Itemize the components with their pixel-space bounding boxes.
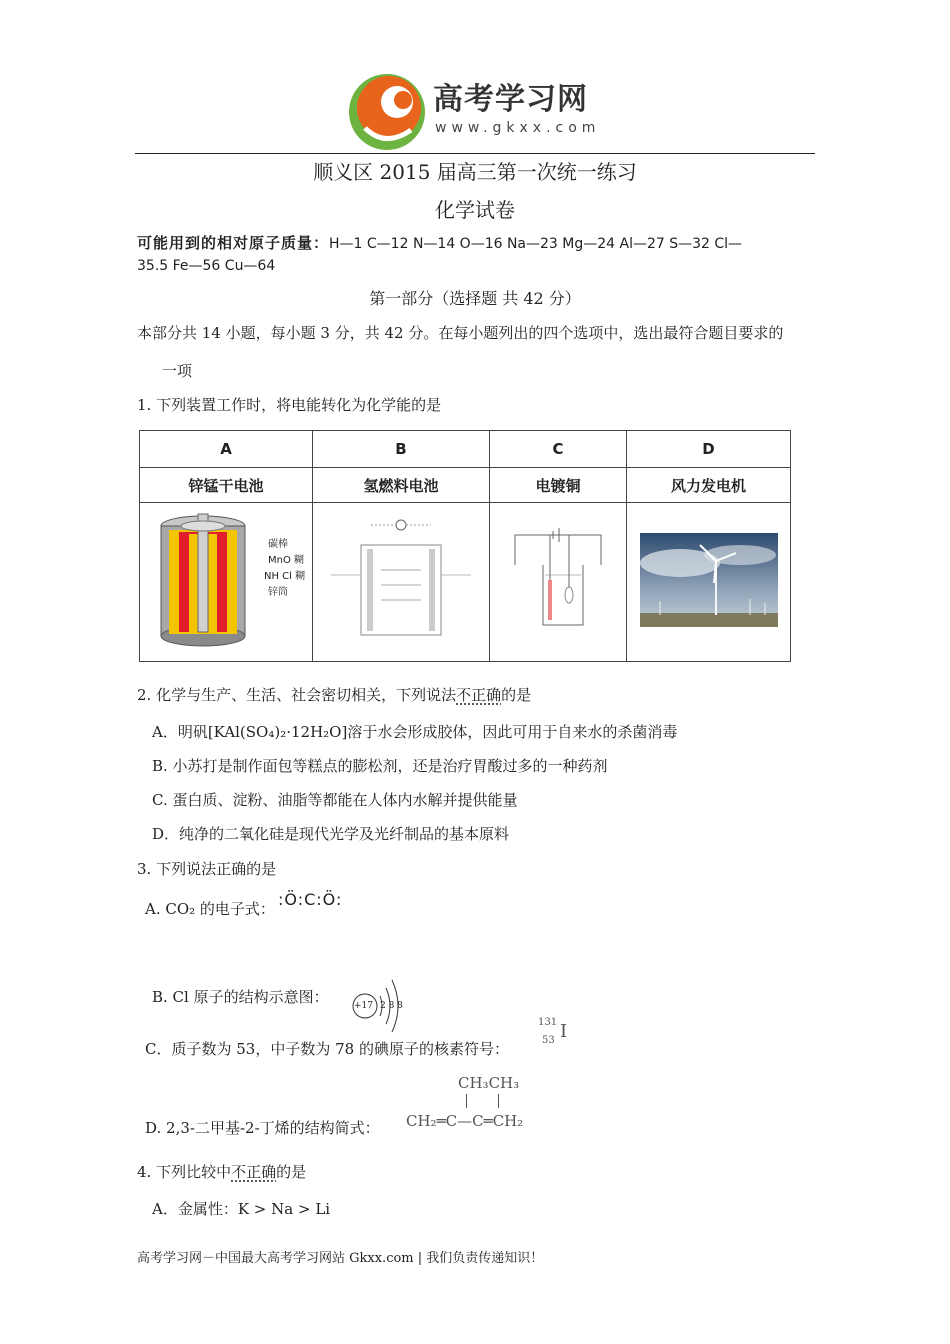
q4-stem-post: 的是 (276, 1163, 307, 1181)
option-letter-c: C (490, 431, 627, 468)
battery-label-nh4cl: NH Cl 糊 (264, 571, 306, 582)
electroplating-diagram (493, 515, 623, 645)
iodine-nuclide-symbol (538, 1017, 574, 1053)
q4-stem (137, 1161, 306, 1182)
cl-nucleus-charge: +17 (354, 1001, 373, 1011)
option-name-d: 风力发电机 (627, 468, 791, 503)
q1-stem: 1. 下列装置工作时，将电能转化为化学能的是 (137, 396, 442, 414)
page-title: 顺义区 2015 届高三第一次统一练习 (313, 160, 637, 184)
wind-turbine-figure (627, 503, 791, 662)
electroplating-figure (490, 503, 627, 662)
q2-stem-pre: 2. 化学与生产、生活、社会密切相关，下列说法 (137, 686, 457, 704)
section-heading: 第一部分（选择题 共 42 分） (369, 289, 581, 308)
q3-option-a-formula: :Ö:C:Ö: (278, 890, 343, 909)
header-rule (135, 153, 815, 154)
q1-options-table (139, 430, 791, 662)
q2-option-c: C. 蛋白质、淀粉、油脂等都能在人体内水解并提供能量 (152, 791, 518, 809)
wind-turbine-photo (640, 533, 778, 627)
logo-title: 高考学习网 (433, 82, 588, 117)
q2-stem-post: 的是 (501, 686, 532, 704)
option-name-b: 氢燃料电池 (313, 468, 490, 503)
option-letter-a: A (140, 431, 313, 468)
q2-stem-emphasis: 不正确 (456, 686, 502, 704)
battery-label-mno2: MnO 糊 (268, 555, 305, 566)
butene-bond-1 (466, 1094, 467, 1108)
option-letter-b: B (313, 431, 490, 468)
iodine-symbol: I (560, 1021, 568, 1042)
butene-structure (406, 1074, 566, 1134)
instructions-line1: 本部分共 14 小题，每小题 3 分，共 42 分。在每小题列出的四个选项中，选出最符合题目要求的 (137, 324, 784, 342)
atomic-masses-label: 可能用到的相对原子质量： (137, 234, 330, 252)
q4-stem-pre: 4. 下列比较中 (137, 1163, 232, 1181)
q3-stem: 3. 下列说法正确的是 (137, 860, 277, 878)
q2-option-b: B. 小苏打是制作面包等糕点的膨松剂，还是治疗胃酸过多的一种药剂 (152, 757, 608, 775)
page-subtitle: 化学试卷 (435, 198, 515, 222)
q2-option-a: A．明矾[KAl(SO₄)₂·12H₂O]溶于水会形成胶体，因此可用于自来水的杀菌消毒 (152, 723, 678, 741)
option-name-a: 锌锰干电池 (140, 468, 313, 503)
fuel-cell-figure (313, 503, 490, 662)
atomic-masses-values: H—1 C—12 N—14 O—16 Na—23 Mg—24 Al—27 S—32 Cl— (329, 236, 743, 252)
logo-emblem-icon (345, 68, 431, 152)
atomic-masses-line1 (137, 232, 742, 253)
q3-option-d-label: D. 2,3-二甲基-2-丁烯的结构简式： (145, 1119, 380, 1137)
iodine-atomic-number: 53 (542, 1035, 555, 1046)
option-letter-d: D (627, 431, 791, 468)
battery-label-carbon: 碳棒 (268, 539, 288, 550)
q2-stem (137, 684, 531, 705)
butene-main-chain: CH₂═C—C═CH₂ (406, 1112, 524, 1130)
atomic-masses-line2: 35.5 Fe—56 Cu—64 (137, 258, 276, 274)
fuel-cell-diagram (321, 515, 481, 645)
page-footer: 高考学习网－中国最大高考学习网站 Gkxx.com | 我们负责传递知识！ (137, 1251, 544, 1266)
battery-label-zinc: 锌筒 (268, 587, 288, 598)
logo (345, 68, 615, 148)
butene-bond-2 (498, 1094, 499, 1108)
butene-methyl-groups: CH₃CH₃ (458, 1074, 520, 1092)
iodine-mass-number: 131 (538, 1017, 558, 1028)
q3-option-c-label: C．质子数为 53，中子数为 78 的碘原子的核素符号： (145, 1040, 509, 1058)
q4-option-a: A．金属性：K > Na > Li (152, 1200, 331, 1218)
cl-atom-diagram (350, 972, 410, 1042)
q3-option-b-label: B. Cl 原子的结构示意图： (152, 988, 329, 1006)
battery-figure (140, 503, 313, 662)
cl-shell-electrons: 2 8 8 (380, 1001, 403, 1011)
instructions-line2: 一项 (162, 362, 193, 380)
option-name-c: 电镀铜 (490, 468, 627, 503)
q2-option-d: D．纯净的二氧化硅是现代光学及光纤制品的基本原料 (152, 825, 510, 843)
q4-stem-emphasis: 不正确 (231, 1163, 277, 1181)
logo-url: www.gkxx.com (435, 120, 601, 136)
q3-option-a-label: A. CO₂ 的电子式： (145, 900, 275, 918)
